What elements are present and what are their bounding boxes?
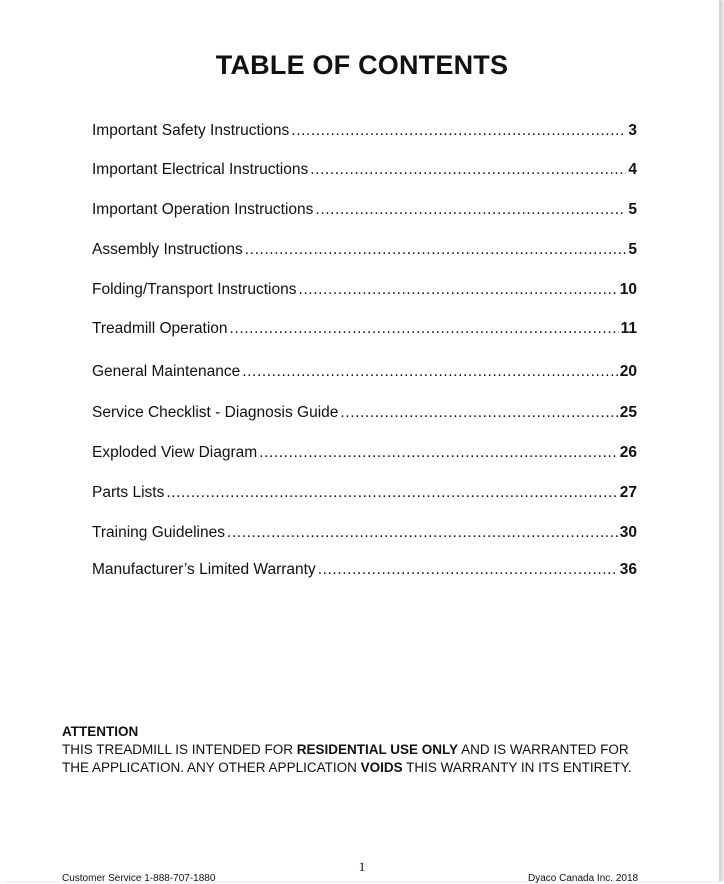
attention-text: THE APPLICATION. ANY OTHER APPLICATION <box>62 760 361 775</box>
toc-leader-dots <box>242 363 618 381</box>
toc-leader-dots <box>318 561 618 579</box>
toc-entry-label: Important Operation Instructions <box>92 201 314 218</box>
toc-entry-label: General Maintenance <box>92 363 241 380</box>
toc-entry-label: Important Safety Instructions <box>92 122 290 139</box>
toc-entry-page: 11 <box>620 320 637 337</box>
toc-entry-label: Parts Lists <box>92 484 165 501</box>
page-title: TABLE OF CONTENTS <box>215 50 509 80</box>
toc-entry-page: 10 <box>619 281 637 298</box>
attention-text: AND IS WARRANTED FOR <box>458 742 629 757</box>
toc-entry-label: Important Electrical Instructions <box>92 161 309 178</box>
toc-entry-page: 27 <box>619 484 637 501</box>
toc-leader-dots <box>291 122 626 140</box>
footer-copyright: Dyaco Canada Inc. 2018 <box>528 873 639 884</box>
attention-text: THIS WARRANTY IN ITS ENTIRETY. <box>402 760 632 775</box>
attention-notice <box>62 723 672 777</box>
toc-entry-label: Exploded View Diagram <box>92 444 258 461</box>
toc-entry-label: Manufacturer’s Limited Warranty <box>92 561 316 578</box>
attention-line-2 <box>62 759 672 777</box>
toc-entry-label: Treadmill Operation <box>92 320 228 337</box>
toc-entry-page: 36 <box>619 561 637 578</box>
toc-entry-label: Assembly Instructions <box>92 241 243 258</box>
toc-entry <box>92 524 637 546</box>
toc-entry-page: 5 <box>628 241 637 258</box>
toc-leader-dots <box>340 404 617 422</box>
toc-entry <box>92 561 637 583</box>
toc-entry <box>92 161 637 183</box>
footer-customer-service: Customer Service 1-888-707-1880 <box>62 873 216 884</box>
attention-emphasis: RESIDENTIAL USE ONLY <box>296 742 459 757</box>
toc-entry-page: 4 <box>628 161 637 178</box>
toc-entry <box>92 201 637 223</box>
attention-heading: ATTENTION <box>62 724 139 739</box>
toc-entry-page: 30 <box>619 524 637 541</box>
toc-leader-dots <box>230 320 619 338</box>
toc-entry-label: Folding/Transport Instructions <box>92 281 297 298</box>
toc-leader-dots <box>227 524 618 542</box>
toc-leader-dots <box>166 484 617 502</box>
page-number: 1 <box>358 859 366 874</box>
toc-entry <box>92 444 637 466</box>
toc-entry <box>92 122 637 144</box>
toc-entry <box>92 484 637 506</box>
toc-entry <box>92 363 637 385</box>
toc-entry <box>92 320 637 342</box>
toc-entry <box>92 241 637 263</box>
attention-text: THIS TREADMILL IS INTENDED FOR <box>62 742 297 757</box>
toc-entry-page: 3 <box>628 122 637 139</box>
toc-entry <box>92 404 637 426</box>
toc-entry-page: 26 <box>619 444 637 461</box>
toc-entry-label: Training Guidelines <box>92 524 225 541</box>
toc-leader-dots <box>310 161 626 179</box>
attention-line-1 <box>62 741 672 759</box>
toc-entry <box>92 281 637 303</box>
toc-entry-page: 25 <box>619 404 637 421</box>
toc-leader-dots <box>259 444 618 462</box>
toc-leader-dots <box>245 241 627 259</box>
toc-entry-page: 5 <box>628 201 637 218</box>
toc-entry-label: Service Checklist - Diagnosis Guide <box>92 404 339 421</box>
attention-emphasis: VOIDS <box>360 760 403 775</box>
toc-leader-dots <box>298 281 617 299</box>
toc-entry-page: 20 <box>619 363 637 380</box>
toc-leader-dots <box>315 201 626 219</box>
